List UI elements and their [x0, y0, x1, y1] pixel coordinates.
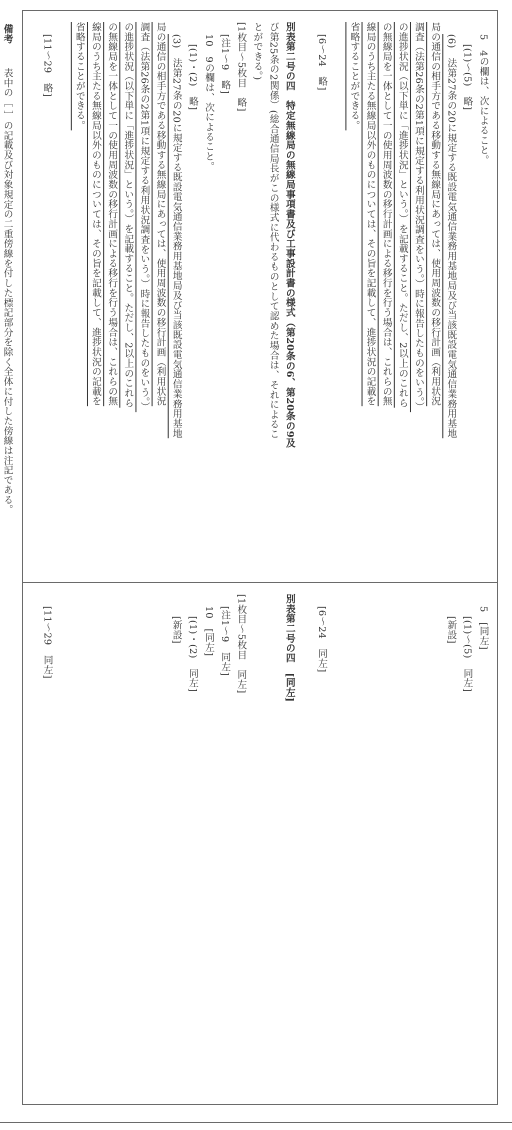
revised-line: び第25条の2関係）(総合通信局長がこの様式に代わるものとして認めた場合は、それによるこ	[267, 22, 279, 440]
revised-line: 局の通信の相手方である移動する無線局にあっては、使用周波数の移行計画（利用状況	[154, 22, 166, 407]
current-line: [(1)・(2) 同左]	[186, 616, 198, 693]
revised-line: [注1〜9 略]	[219, 34, 231, 95]
revised-line: 10 9の欄は、次によること。	[203, 34, 215, 172]
revised-line: とができる。)	[251, 22, 263, 81]
revised-line: の進捗状況（以下単に「進捗状況」という。）を記載すること。ただし、2以上のこれら	[122, 22, 134, 408]
column-divider	[22, 582, 498, 583]
revised-line: の無線局を一体として一の使用周波数の移行計画による移行を行う場合は、これらの無	[106, 22, 118, 407]
revised-line: 省略することができる。	[348, 22, 360, 131]
revised-line: [6〜24 略]	[316, 34, 328, 91]
current-line: [注1〜9 同左]	[219, 606, 231, 676]
revised-line: 線局のうち主たる無線局以外のものについては、その旨を記載して、進捗状況の記載を	[364, 22, 376, 407]
current-line: 別表第二号の四 [同左]	[283, 594, 295, 703]
current-line: 5 [同左]	[477, 606, 489, 650]
revised-line: 調査（法第26条の2第1項に規定する利用状況調査をいう。）時に報告したものをいう。）	[412, 22, 424, 413]
revised-line: 線局のうち主たる無線局以外のものについては、その旨を記載して、進捗状況の記載を	[89, 22, 101, 407]
revised-line: [1枚目〜5枚目 略]	[235, 22, 247, 112]
page-bottom-line	[0, 1122, 512, 1123]
revised-line: 調査（法第26条の2第1項に規定する利用状況調査をいう。）時に報告したものをいう。）	[138, 22, 150, 413]
current-line: [(1)〜(5) 同左]	[461, 616, 473, 693]
revised-line: の進捗状況（以下単に「進捗状況」という。）を記載すること。ただし、2以上のこれら	[396, 22, 408, 408]
note-text: 表中の［ ］の記載及び対象規定の二重傍線を付した標記部分を除く全体に付した傍線は注記である。	[1, 68, 13, 515]
revised-line: 5 4の欄は、次によること。	[477, 34, 489, 165]
current-line: [6〜24 同左]	[316, 606, 328, 673]
table-border-left	[22, 10, 23, 1105]
current-line: [新設]	[445, 616, 457, 644]
revised-line: (6) 法第27条の20に規定する既設電気通信業務用基地局及び当該既設電気通信業務用基地	[445, 34, 457, 439]
revised-line: [11〜29 略]	[41, 34, 53, 97]
revised-line: [(1)〜(5) 略]	[461, 44, 473, 111]
current-line: [1枚目〜5枚目 同左]	[235, 594, 247, 694]
table-border-top	[22, 10, 498, 11]
table-border-right	[497, 10, 498, 1105]
revised-line: の無線局を一体として一の使用周波数の移行計画による移行を行う場合は、これらの無	[380, 22, 392, 407]
revised-line: 局の通信の相手方である移動する無線局にあっては、使用周波数の移行計画（利用状況	[429, 22, 441, 407]
current-line: 10 [同左]	[203, 606, 215, 657]
table-border-bottom	[22, 1104, 498, 1105]
current-line: [新設]	[170, 616, 182, 644]
revised-line: 別表第二号の四 特定無線局の無線局事項書及び工事設計書の様式（第20条の6、第20条の9及	[283, 22, 295, 448]
revised-line: 省略することができる。	[73, 22, 85, 131]
revised-line: (3) 法第27条の20に規定する既設電気通信業務用基地局及び当該既設電気通信業務用基地	[170, 34, 182, 439]
current-line: [11〜29 同左]	[41, 606, 53, 679]
note-label: 備考	[1, 24, 13, 44]
revised-line: [(1)・(2) 略]	[186, 44, 198, 111]
